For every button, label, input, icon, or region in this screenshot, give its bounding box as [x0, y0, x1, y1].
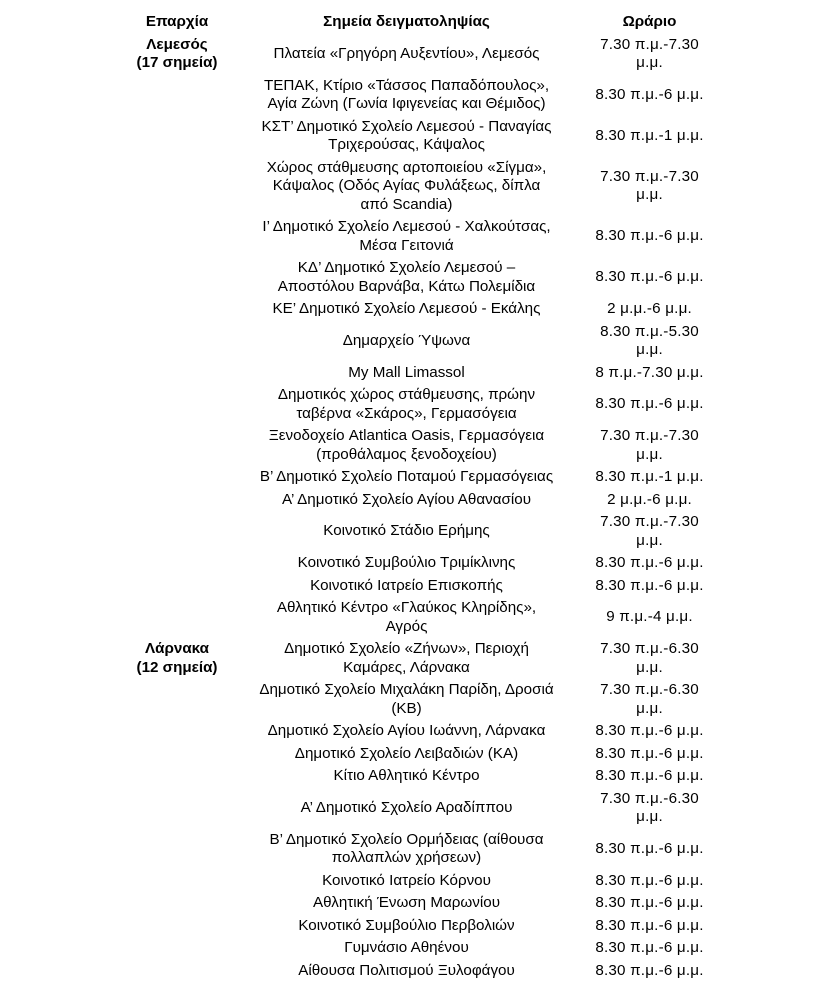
sampling-location: Ξενοδοχείο Atlantica Oasis, Γερμασόγεια (προθάλαμος ξενοδοχείου) — [268, 427, 545, 463]
sampling-location: ΚΕ’ Δημοτικό Σχολείο Λεμεσού - Εκάλης — [272, 300, 541, 317]
district-cell-empty — [120, 829, 234, 870]
district-cell-empty — [120, 765, 234, 788]
district-cell-empty — [120, 679, 234, 720]
sampling-hours: 8.30 π.μ.-6 μ.μ. — [595, 839, 704, 857]
sampling-hours: 8.30 π.μ.-6 μ.μ. — [595, 871, 704, 889]
sampling-location: Αθλητικό Κέντρο «Γλαύκος Κληρίδης», Αγρός — [276, 599, 537, 635]
district-cell-empty — [120, 743, 234, 766]
sampling-hours: 8.30 π.μ.-6 μ.μ. — [595, 894, 704, 911]
header-location: Σημεία δειγματοληψίας — [323, 13, 490, 30]
district-cell-empty — [120, 788, 234, 829]
district-cell-empty — [120, 384, 234, 425]
district-cell-empty — [120, 915, 234, 938]
sampling-location: Αθλητική Ένωση Μαρωνίου — [312, 894, 500, 911]
sampling-hours: 8.30 π.μ.-6 μ.μ. — [595, 916, 704, 934]
sampling-location: Ι’ Δημοτικό Σχολείο Λεμεσού - Χαλκούτσας, Μέσα Γειτονιά — [262, 218, 551, 254]
district-cell-empty — [120, 257, 234, 298]
sampling-hours: 8.30 π.μ.-6 μ.μ. — [595, 554, 704, 571]
sampling-location: ΚΣΤ’ Δημοτικό Σχολείο Λεμεσού - Παναγίας Τριχερούσας, Κάψαλος — [261, 117, 552, 153]
district-cell-empty — [120, 116, 234, 157]
district-name: Λάρνακα (12 σημεία) — [136, 640, 218, 676]
district-cell-empty — [120, 216, 234, 257]
district-cell-empty — [120, 489, 234, 512]
district-cell-empty — [120, 892, 234, 915]
sampling-hours: 8.30 π.μ.-6 μ.μ. — [595, 961, 704, 979]
sampling-location: Γυμνάσιο Αθηένου — [344, 939, 469, 956]
district-cell-empty — [120, 362, 234, 385]
sampling-location: Β’ Δημοτικό Σχολείο Ορμήδειας (αίθουσα πολλαπλών χρήσεων) — [269, 830, 544, 866]
sampling-hours: 7.30 π.μ.-7.30 μ.μ. — [600, 513, 699, 549]
sampling-location: Α’ Δημοτικό Σχολείο Αγίου Αθανασίου — [281, 490, 532, 508]
sampling-hours: 8.30 π.μ.-6 μ.μ. — [595, 85, 704, 103]
district-cell-empty — [120, 937, 234, 960]
sampling-location: Κοινοτικό Στάδιο Ερήμης — [323, 522, 490, 540]
sampling-location: Πλατεία «Γρηγόρη Αυξεντίου», Λεμεσός — [273, 44, 540, 62]
sampling-location: My Mall Limassol — [348, 363, 465, 381]
district-cell-empty — [120, 597, 234, 638]
sampling-hours: 2 μ.μ.-6 μ.μ. — [607, 490, 692, 508]
sampling-location: Δημαρχείο Ύψωνα — [342, 331, 471, 349]
sampling-hours: 8.30 π.μ.-6 μ.μ. — [595, 268, 704, 286]
sampling-hours: 8.30 π.μ.-6 μ.μ. — [595, 767, 704, 784]
district-cell-empty — [120, 298, 234, 321]
sampling-location: Β’ Δημοτικό Σχολείο Ποταμού Γερμασόγειας — [259, 468, 554, 485]
sampling-hours: 7.30 π.μ.-6.30 μ.μ. — [600, 681, 699, 717]
sampling-location: Κοινοτικό Ιατρείο Επισκοπής — [310, 576, 503, 594]
header-hours: Ωράριο — [622, 13, 677, 30]
district-cell-empty — [120, 321, 234, 362]
sampling-hours: 8.30 π.μ.-1 μ.μ. — [595, 468, 704, 485]
district-cell-empty — [120, 960, 234, 983]
sampling-location: Α’ Δημοτικό Σχολείο Αραδίππου — [300, 798, 513, 816]
sampling-hours: 8.30 π.μ.-6 μ.μ. — [595, 722, 704, 739]
sampling-hours: 8 π.μ.-7.30 μ.μ. — [595, 363, 704, 381]
sampling-location: Αίθουσα Πολιτισμού Ξυλοφάγου — [298, 961, 515, 979]
sampling-hours: 8.30 π.μ.-5.30 μ.μ. — [600, 322, 699, 358]
district-cell-empty — [120, 425, 234, 466]
header-district: Επαρχία — [145, 13, 209, 30]
district-name: Λεμεσός (17 σημεία) — [136, 35, 218, 71]
sampling-location: Δημοτικό Σχολείο Λειβαδιών (ΚΑ) — [294, 744, 519, 762]
sampling-location: Κοινοτικό Συμβούλιο Τριμίκλινης — [297, 554, 516, 571]
sampling-location: ΤΕΠΑΚ, Κτίριο «Τάσσος Παπαδόπουλος», Αγία Ζώνη (Γωνία Ιφιγενείας και Θέμιδος) — [263, 76, 550, 112]
sampling-hours: 8.30 π.μ.-6 μ.μ. — [595, 227, 704, 245]
sampling-location: Κοινοτικό Συμβούλιο Περβολιών — [298, 916, 515, 934]
sampling-location: Δημοτικό Σχολείο «Ζήνων», Περιοχή Καμάρες, Λάρνακα — [284, 640, 529, 676]
sampling-points-table — [120, 11, 720, 982]
district-cell-empty — [120, 720, 234, 743]
district-cell-empty — [120, 511, 234, 552]
sampling-location: Κοινοτικό Ιατρείο Κόρνου — [322, 871, 491, 889]
district-cell-empty — [120, 552, 234, 575]
sampling-hours: 2 μ.μ.-6 μ.μ. — [607, 300, 692, 317]
sampling-location: Δημοτικός χώρος στάθμευσης, πρώην ταβέρνα «Σκάρος», Γερμασόγεια — [277, 386, 536, 422]
sampling-hours: 8.30 π.μ.-6 μ.μ. — [595, 395, 704, 413]
district-cell-empty — [120, 75, 234, 116]
sampling-hours: 7.30 π.μ.-7.30 μ.μ. — [600, 427, 699, 463]
sampling-location: ΚΔ’ Δημοτικό Σχολείο Λεμεσού – Αποστόλου Βαρνάβα, Κάτω Πολεμίδια — [277, 259, 536, 295]
sampling-location: Χώρος στάθμευσης αρτοποιείου «Σίγμα», Κάψαλος (Οδός Αγίας Φυλάξεως, δίπλα από Scandia) — [266, 158, 547, 213]
district-cell-empty — [120, 575, 234, 598]
district-cell-empty — [120, 157, 234, 217]
sampling-hours: 7.30 π.μ.-7.30 μ.μ. — [600, 35, 699, 71]
sampling-hours: 9 π.μ.-4 μ.μ. — [606, 608, 693, 626]
sampling-hours: 8.30 π.μ.-6 μ.μ. — [595, 576, 704, 594]
sampling-hours: 8.30 π.μ.-6 μ.μ. — [595, 939, 704, 956]
sampling-location: Κίτιο Αθλητικό Κέντρο — [333, 767, 480, 784]
sampling-hours: 8.30 π.μ.-6 μ.μ. — [595, 744, 704, 762]
sampling-hours: 8.30 π.μ.-1 μ.μ. — [595, 126, 704, 144]
sampling-hours: 7.30 π.μ.-6.30 μ.μ. — [600, 640, 699, 676]
sampling-hours: 7.30 π.μ.-7.30 μ.μ. — [600, 167, 699, 204]
district-cell-empty — [120, 870, 234, 893]
district-cell-empty — [120, 466, 234, 489]
sampling-location: Δημοτικό Σχολείο Αγίου Ιωάννη, Λάρνακα — [267, 722, 546, 739]
sampling-location: Δημοτικό Σχολείο Μιχαλάκη Παρίδη, Δροσιά (ΚΒ) — [259, 681, 554, 717]
sampling-hours: 7.30 π.μ.-6.30 μ.μ. — [600, 789, 699, 825]
